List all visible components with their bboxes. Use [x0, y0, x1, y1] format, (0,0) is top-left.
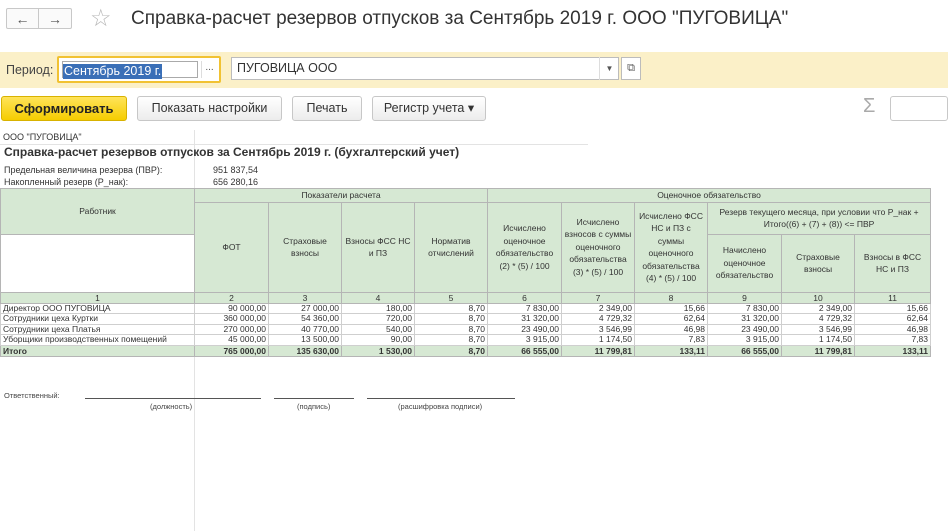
value-cell: 7 830,00 — [488, 303, 562, 314]
value-cell: 2 349,00 — [782, 303, 855, 314]
value-cell: 8,70 — [415, 314, 488, 325]
forward-arrow-icon[interactable]: → — [48, 10, 62, 27]
toolbar — [0, 94, 948, 124]
decoding-caption: (расшифровка подписи) — [398, 402, 483, 411]
total-cell: 133,11 — [855, 345, 931, 356]
value-cell: 46,98 — [855, 324, 931, 335]
value-cell: 360 000,00 — [195, 314, 269, 325]
period-input[interactable] — [62, 61, 198, 78]
reserve-value: 656 280,16 — [213, 177, 259, 187]
value-cell: 7,83 — [855, 335, 931, 346]
total-cell: 66 555,00 — [488, 345, 562, 356]
window-title: Справка-расчет резервов отпусков за Сентябрь 2019 г. ООО "ПУГОВИЦА" — [131, 8, 789, 29]
period-select-button[interactable]: ... — [201, 61, 217, 78]
filter-bar — [0, 52, 948, 88]
worker-cell: Уборщики производственных помещений — [1, 335, 195, 346]
total-cell: 1 530,00 — [342, 345, 415, 356]
report-table — [0, 188, 931, 357]
value-cell: 3 546,99 — [782, 324, 855, 335]
favorite-star-icon[interactable]: ☆ — [90, 5, 112, 32]
column-number: 4 — [342, 292, 415, 303]
value-cell: 8,70 — [415, 324, 488, 335]
value-cell: 45 000,00 — [195, 335, 269, 346]
value-cell: 15,66 — [855, 303, 931, 314]
value-cell: 40 770,00 — [269, 324, 342, 335]
value-cell: 1 174,50 — [782, 335, 855, 346]
total-cell: 135 630,00 — [269, 345, 342, 356]
chevron-down-icon[interactable]: ▼ — [599, 57, 619, 80]
open-external-icon[interactable]: ⧉ — [621, 57, 641, 80]
value-cell: 2 349,00 — [562, 303, 635, 314]
value-cell: 27 000,00 — [269, 303, 342, 314]
value-cell: 4 729,32 — [782, 314, 855, 325]
column-number: 11 — [855, 292, 931, 303]
signature-caption: (подпись) — [297, 402, 331, 411]
value-cell: 62,64 — [855, 314, 931, 325]
header-c8: Исчислено ФСС НС и ПЗ с суммы оценочного обязательства (4) * (5) / 100 — [635, 202, 708, 292]
header-norm: Норматив отчислений — [415, 202, 488, 292]
period-field — [57, 56, 221, 83]
period-label: Период: — [6, 63, 54, 77]
decoding-line — [367, 398, 515, 399]
column-number: 2 — [195, 292, 269, 303]
value-cell: 54 360,00 — [269, 314, 342, 325]
value-cell: 8,70 — [415, 303, 488, 314]
total-cell: 8,70 — [415, 345, 488, 356]
value-cell: 31 320,00 — [488, 314, 562, 325]
back-arrow-icon[interactable]: ← — [7, 9, 39, 28]
pvr-value: 951 837,54 — [213, 165, 259, 175]
header-fss: Взносы ФСС НС и ПЗ — [342, 202, 415, 292]
worker-cell: Директор ООО ПУГОВИЦА — [1, 303, 195, 314]
value-cell: 7 830,00 — [708, 303, 782, 314]
header-c9: Начислено оценочное обязательство — [708, 234, 782, 292]
column-number: 10 — [782, 292, 855, 303]
show-settings-button[interactable]: Показать настройки — [137, 96, 282, 121]
header-worker-blank — [1, 234, 195, 292]
responsible-label: Ответственный: — [4, 391, 60, 400]
title-bar — [0, 0, 948, 48]
sigma-icon[interactable]: Σ — [863, 95, 876, 117]
total-cell: 66 555,00 — [708, 345, 782, 356]
header-worker: Работник — [1, 189, 195, 235]
print-button[interactable]: Печать — [292, 96, 362, 121]
column-number: 5 — [415, 292, 488, 303]
generate-button[interactable]: Сформировать — [1, 96, 127, 121]
report-org: ООО "ПУГОВИЦА" — [3, 132, 82, 142]
total-label: Итого — [1, 345, 195, 356]
value-cell: 8,70 — [415, 335, 488, 346]
value-cell: 23 490,00 — [488, 324, 562, 335]
register-button[interactable]: Регистр учета ▾ — [372, 96, 486, 121]
value-cell: 46,98 — [635, 324, 708, 335]
column-number: 7 — [562, 292, 635, 303]
position-line — [85, 398, 261, 399]
value-cell: 15,66 — [635, 303, 708, 314]
organization-input[interactable]: ПУГОВИЦА ООО — [231, 57, 619, 80]
value-cell: 62,64 — [635, 314, 708, 325]
value-cell: 1 174,50 — [562, 335, 635, 346]
column-number: 3 — [269, 292, 342, 303]
report-title: Справка-расчет резервов отпусков за Сентябрь 2019 г. (бухгалтерский учет) — [4, 145, 460, 159]
value-cell: 90 000,00 — [195, 303, 269, 314]
value-cell: 3 915,00 — [488, 335, 562, 346]
value-cell: 3 915,00 — [708, 335, 782, 346]
total-cell: 11 799,81 — [782, 345, 855, 356]
value-cell: 31 320,00 — [708, 314, 782, 325]
pvr-label: Предельная величина резерва (ПВР): — [4, 165, 163, 175]
value-cell: 720,00 — [342, 314, 415, 325]
report-area — [0, 130, 948, 531]
value-cell: 4 729,32 — [562, 314, 635, 325]
value-cell: 23 490,00 — [708, 324, 782, 335]
header-group-reserve: Резерв текущего месяца, при условии что Р_нак + Итого((6) + (7) + (8)) <= ПВР — [708, 202, 931, 234]
total-cell: 133,11 — [635, 345, 708, 356]
header-insurance: Страховые взносы — [269, 202, 342, 292]
value-cell: 270 000,00 — [195, 324, 269, 335]
table-row — [1, 324, 931, 335]
nav-buttons — [6, 8, 72, 29]
value-cell: 3 546,99 — [562, 324, 635, 335]
table-row — [1, 303, 931, 314]
header-c10: Страховые взносы — [782, 234, 855, 292]
header-c11: Взносы в ФСС НС и ПЗ — [855, 234, 931, 292]
header-c7: Исчислено взносов с суммы оценочного обязательства (3) * (5) / 100 — [562, 202, 635, 292]
total-cell: 11 799,81 — [562, 345, 635, 356]
value-cell: 7,83 — [635, 335, 708, 346]
value-cell: 90,00 — [342, 335, 415, 346]
sum-field[interactable] — [890, 96, 948, 121]
signature-line — [274, 398, 354, 399]
value-cell: 13 500,00 — [269, 335, 342, 346]
column-numbers-row — [1, 292, 931, 303]
header-group-calc: Показатели расчета — [195, 189, 488, 203]
header-c6: Исчислено оценочное обязательство (2) * (5) / 100 — [488, 202, 562, 292]
column-number: 9 — [708, 292, 782, 303]
table-row — [1, 314, 931, 325]
table-row — [1, 335, 931, 346]
column-number: 6 — [488, 292, 562, 303]
worker-cell: Сотрудники цеха Платья — [1, 324, 195, 335]
value-cell: 540,00 — [342, 324, 415, 335]
period-value: Сентябрь 2019 г. — [64, 64, 162, 78]
column-number: 8 — [635, 292, 708, 303]
header-fot: ФОТ — [195, 202, 269, 292]
value-cell: 180,00 — [342, 303, 415, 314]
reserve-label: Накопленный резерв (Р_нак): — [4, 177, 129, 187]
position-caption: (должность) — [150, 402, 193, 411]
total-row — [1, 345, 931, 356]
worker-cell: Сотрудники цеха Куртки — [1, 314, 195, 325]
total-cell: 765 000,00 — [195, 345, 269, 356]
column-number: 1 — [1, 292, 195, 303]
header-group-liability: Оценочное обязательство — [488, 189, 931, 203]
